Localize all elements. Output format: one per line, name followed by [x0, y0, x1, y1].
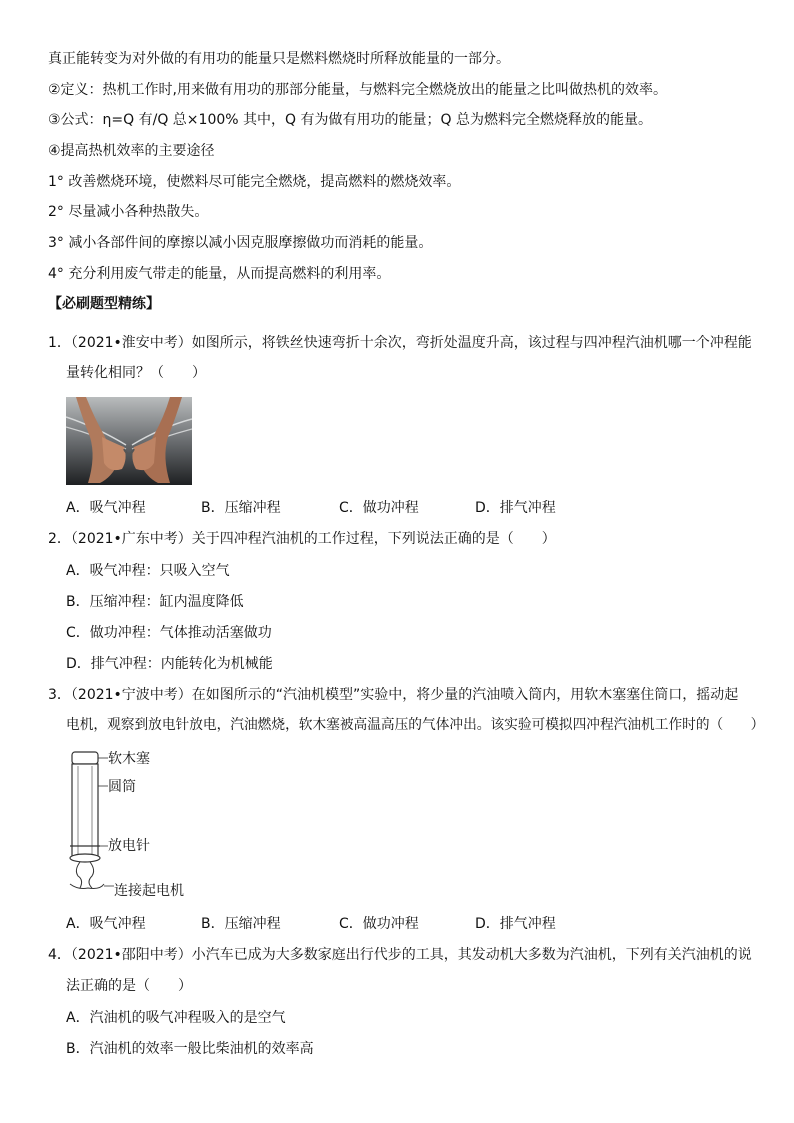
q1-figure-bending-wire-photo [66, 397, 192, 485]
q1-option-d[interactable]: D．排气冲程 [475, 500, 556, 516]
figure-label-cork: 软木塞 [108, 751, 150, 767]
figure-label-cylinder: 圆筒 [108, 779, 136, 795]
q2-option-b[interactable]: B．压缩冲程：缸内温度降低 [66, 594, 244, 610]
hands-bending-wire-image [66, 397, 192, 485]
q4-stem-line2: 法正确的是（ ） [66, 978, 192, 994]
intro-line: 2° 尽量减小各种热散失。 [48, 204, 209, 220]
figure-label-generator: 连接起电机 [114, 883, 184, 899]
q2-option-a[interactable]: A．吸气冲程：只吸入空气 [66, 563, 230, 579]
cylinder-apparatus-diagram [64, 748, 204, 900]
q3-option-c[interactable]: C．做功冲程 [339, 916, 419, 932]
q4-option-b[interactable]: B．汽油机的效率一般比柴油机的效率高 [66, 1041, 314, 1057]
q2-stem: 2．（2021•广东中考）关于四冲程汽油机的工作过程，下列说法正确的是（ ） [48, 531, 556, 547]
figure-label-discharge-pin: 放电针 [108, 838, 150, 854]
q1-option-a[interactable]: A．吸气冲程 [66, 500, 146, 516]
intro-line: 真正能转变为对外做的有用功的能量只是燃料燃烧时所释放能量的一部分。 [48, 51, 510, 67]
q2-option-d[interactable]: D．排气冲程：内能转化为机械能 [66, 656, 273, 672]
q4-option-a[interactable]: A．汽油机的吸气冲程吸入的是空气 [66, 1010, 286, 1026]
q3-option-b[interactable]: B．压缩冲程 [201, 916, 281, 932]
intro-line: ④提高热机效率的主要途径 [48, 143, 215, 159]
intro-line: ②定义：热机工作时,用来做有用功的那部分能量，与燃料完全燃烧放出的能量之比叫做热机的效率。 [48, 82, 667, 98]
q3-option-d[interactable]: D．排气冲程 [475, 916, 556, 932]
q3-option-a[interactable]: A．吸气冲程 [66, 916, 146, 932]
q3-stem-line1: 3．（2021•宁波中考）在如图所示的“汽油机模型”实验中，将少量的汽油喷入筒内，用软木塞塞住筒口，摇动起 [48, 687, 739, 703]
q1-stem-line2: 量转化相同？（ ） [66, 365, 206, 381]
q2-option-c[interactable]: C．做功冲程：气体推动活塞做功 [66, 625, 272, 641]
q3-stem-line2: 电机，观察到放电针放电，汽油燃烧，软木塞被高温高压的气体冲出。该实验可模拟四冲程汽油机工作时的（ ） [66, 717, 765, 733]
intro-line: 4° 充分利用废气带走的能量，从而提高燃料的利用率。 [48, 266, 391, 282]
q1-option-b[interactable]: B．压缩冲程 [201, 500, 281, 516]
q3-figure-gasoline-engine-model [64, 748, 204, 900]
q1-option-c[interactable]: C．做功冲程 [339, 500, 419, 516]
intro-line: 3° 减小各部件间的摩擦以减小因克服摩擦做功而消耗的能量。 [48, 235, 433, 251]
q4-stem-line1: 4．（2021•邵阳中考）小汽车已成为大多数家庭出行代步的工具，其发动机大多数为汽油机，下列有关汽油机的说 [48, 947, 752, 963]
q1-stem-line1: 1．（2021•淮安中考）如图所示，将铁丝快速弯折十余次，弯折处温度升高，该过程与四冲程汽油机哪一个冲程能 [48, 335, 752, 351]
intro-line: ③公式：η=Q 有/Q 总×100% 其中，Q 有为做有用功的能量；Q 总为燃料完全燃烧释放的能量。 [48, 112, 652, 128]
intro-line: 1° 改善燃烧环境，使燃料尽可能完全燃烧，提高燃料的燃烧效率。 [48, 174, 461, 190]
section-title: 【必刷题型精练】 [48, 296, 160, 312]
